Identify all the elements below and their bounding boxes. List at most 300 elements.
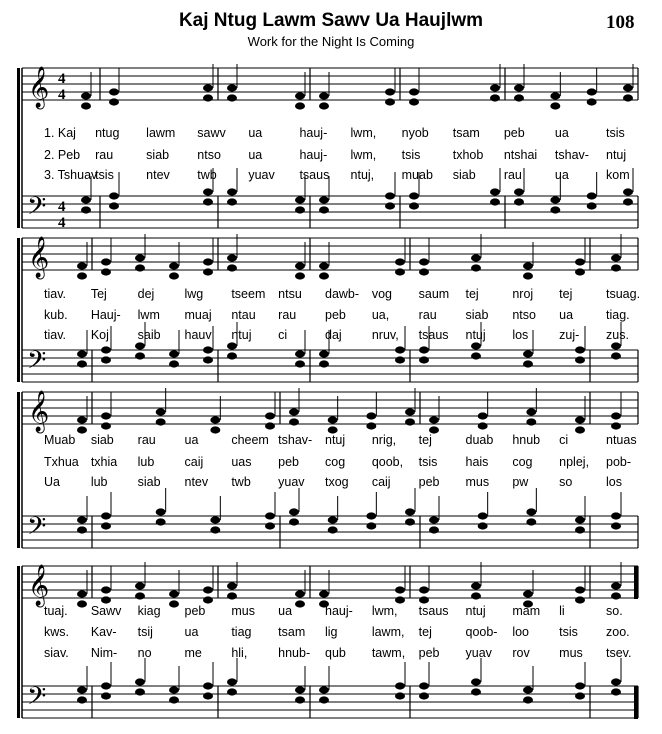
note-head bbox=[295, 196, 305, 203]
lyric-syllable: ua, bbox=[371, 308, 390, 322]
lyric-syllable: ntsu bbox=[278, 287, 302, 301]
lyric-syllable: ntso bbox=[512, 308, 536, 322]
note-head bbox=[514, 198, 524, 205]
note-head bbox=[575, 268, 585, 275]
note-head bbox=[135, 688, 145, 695]
note-head bbox=[514, 94, 524, 101]
note-head bbox=[135, 254, 145, 261]
lyric-syllable: Tej bbox=[90, 287, 107, 301]
lyric-syllable: hli, bbox=[231, 646, 248, 660]
lyric-syllable: tej bbox=[418, 433, 432, 447]
note-head bbox=[575, 596, 585, 603]
lyric-syllable: saib bbox=[137, 328, 161, 342]
lyric-syllable: so bbox=[559, 475, 573, 489]
lyric-syllable: ua bbox=[554, 126, 569, 140]
note-head bbox=[77, 272, 87, 279]
note-head bbox=[203, 188, 213, 195]
note-head bbox=[523, 262, 533, 269]
lyric-syllable: qoob, bbox=[371, 455, 404, 469]
note-head bbox=[478, 412, 488, 419]
lyric-syllable: lawm bbox=[146, 126, 176, 140]
note-head bbox=[395, 258, 405, 265]
note-head bbox=[227, 264, 237, 271]
lyric-syllable: rov bbox=[512, 646, 530, 660]
note-head bbox=[471, 582, 481, 589]
lyric-syllable: 2. Peb bbox=[44, 148, 81, 162]
lyric-syllable: lwg bbox=[184, 287, 204, 301]
note-head bbox=[156, 408, 166, 415]
lyric-syllable: hauj- bbox=[325, 604, 353, 618]
note-head bbox=[490, 84, 500, 91]
note-head bbox=[611, 352, 621, 359]
lyric-syllable: qub bbox=[325, 646, 346, 660]
note-head bbox=[575, 416, 585, 423]
note-head bbox=[471, 688, 481, 695]
note-head bbox=[395, 268, 405, 275]
treble-clef-icon: 𝄞 bbox=[28, 67, 50, 108]
lyric-syllable: nplej, bbox=[559, 455, 590, 469]
lyric-syllable: ntev bbox=[146, 168, 170, 182]
final-barline bbox=[634, 686, 638, 719]
note-head bbox=[526, 518, 536, 525]
lyric-syllable: peb bbox=[325, 308, 346, 322]
lyric-syllable: Hauj- bbox=[90, 308, 121, 322]
lyric-syllable: tsam bbox=[452, 126, 480, 140]
note-head bbox=[77, 696, 87, 703]
lyric-syllable: ntuj bbox=[231, 328, 252, 342]
lyric-syllable: ntuas bbox=[606, 433, 637, 447]
treble-clef-icon: 𝄞 bbox=[28, 565, 50, 606]
note-head bbox=[227, 592, 237, 599]
lyric-syllable: kub. bbox=[44, 308, 68, 322]
note-head bbox=[419, 692, 429, 699]
note-head bbox=[405, 508, 415, 515]
lyric-syllable: tej bbox=[418, 625, 432, 639]
note-head bbox=[471, 342, 481, 349]
note-head bbox=[366, 512, 376, 519]
note-head bbox=[611, 522, 621, 529]
note-head bbox=[295, 92, 305, 99]
note-head bbox=[395, 682, 405, 689]
note-head bbox=[319, 272, 329, 279]
lyric-syllable: ci bbox=[278, 328, 288, 342]
lyric-syllable: so. bbox=[606, 604, 623, 618]
lyric-syllable: rau bbox=[278, 308, 297, 322]
lyric-syllable: rau bbox=[137, 433, 156, 447]
lyric-syllable: lub bbox=[137, 455, 155, 469]
note-head bbox=[210, 516, 220, 523]
bass-clef-icon: 𝄢 bbox=[27, 682, 47, 717]
note-head bbox=[203, 356, 213, 363]
note-head bbox=[295, 360, 305, 367]
note-head bbox=[319, 262, 329, 269]
note-head bbox=[395, 356, 405, 363]
lyric-syllable: me bbox=[184, 646, 202, 660]
lyric-syllable: tsis bbox=[606, 126, 625, 140]
lyric-syllable: ntug bbox=[95, 126, 120, 140]
note-head bbox=[227, 198, 237, 205]
note-head bbox=[611, 512, 621, 519]
lyric-syllable: rau bbox=[503, 168, 522, 182]
note-head bbox=[575, 258, 585, 265]
lyric-syllable: Muab bbox=[44, 433, 76, 447]
system-bracket bbox=[17, 392, 20, 548]
note-head bbox=[227, 254, 237, 261]
note-head bbox=[203, 596, 213, 603]
note-head bbox=[77, 526, 87, 533]
lyric-syllable: tsev. bbox=[606, 646, 632, 660]
lyric-syllable: siab bbox=[452, 168, 476, 182]
note-head bbox=[550, 196, 560, 203]
lyric-syllable: rau bbox=[418, 308, 437, 322]
note-head bbox=[101, 412, 111, 419]
note-head bbox=[227, 688, 237, 695]
note-head bbox=[319, 196, 329, 203]
lyric-syllable: ua bbox=[248, 126, 263, 140]
note-head bbox=[409, 192, 419, 199]
note-head bbox=[203, 84, 213, 91]
note-head bbox=[478, 512, 488, 519]
note-head bbox=[265, 522, 275, 529]
lyric-syllable: cog bbox=[325, 455, 346, 469]
lyric-syllable: nroj bbox=[512, 287, 534, 301]
lyric-syllable: siab bbox=[90, 433, 114, 447]
note-head bbox=[203, 258, 213, 265]
lyric-syllable: daj bbox=[325, 328, 342, 342]
note-head bbox=[81, 206, 91, 213]
note-head bbox=[265, 412, 275, 419]
lyric-syllable: ci bbox=[559, 433, 569, 447]
note-head bbox=[611, 264, 621, 271]
note-head bbox=[523, 590, 533, 597]
note-head bbox=[203, 198, 213, 205]
note-head bbox=[523, 360, 533, 367]
note-head bbox=[169, 272, 179, 279]
lyric-syllable: pob- bbox=[606, 455, 632, 469]
lyric-syllable: vog bbox=[371, 287, 392, 301]
note-head bbox=[409, 202, 419, 209]
lyric-syllable: hauv bbox=[184, 328, 212, 342]
note-head bbox=[490, 198, 500, 205]
lyric-syllable: lwm, bbox=[371, 604, 398, 618]
note-head bbox=[419, 586, 429, 593]
lyric-syllable: no bbox=[137, 646, 152, 660]
note-head bbox=[623, 94, 633, 101]
note-head bbox=[385, 88, 395, 95]
lyric-syllable: caij bbox=[184, 455, 204, 469]
lyric-syllable: lwm, bbox=[350, 126, 377, 140]
note-head bbox=[471, 352, 481, 359]
lyric-syllable: tawm, bbox=[371, 646, 406, 660]
lyric-syllable: lub bbox=[90, 475, 108, 489]
lyric-syllable: loo bbox=[512, 625, 530, 639]
note-head bbox=[227, 188, 237, 195]
lyric-syllable: kom bbox=[606, 168, 630, 182]
note-head bbox=[419, 346, 429, 353]
note-head bbox=[575, 682, 585, 689]
lyric-syllable: ua bbox=[554, 168, 569, 182]
system-bracket bbox=[17, 566, 20, 718]
note-head bbox=[319, 350, 329, 357]
lyric-syllable: tej bbox=[465, 287, 479, 301]
note-head bbox=[385, 202, 395, 209]
note-head bbox=[81, 196, 91, 203]
lyric-syllable: tej bbox=[559, 287, 573, 301]
note-head bbox=[319, 696, 329, 703]
note-head bbox=[550, 206, 560, 213]
note-head bbox=[405, 418, 415, 425]
note-head bbox=[227, 94, 237, 101]
lyric-syllable: mus bbox=[231, 604, 255, 618]
note-head bbox=[203, 692, 213, 699]
lyric-syllable: hauj- bbox=[299, 148, 328, 162]
lyric-syllable: ntuj bbox=[606, 148, 627, 162]
lyric-syllable: yuav bbox=[248, 168, 275, 182]
lyric-syllable: zoo. bbox=[606, 625, 630, 639]
lyric-syllable: twb bbox=[197, 168, 217, 182]
note-head bbox=[169, 696, 179, 703]
lyric-syllable: Sawv bbox=[90, 604, 122, 618]
note-head bbox=[319, 102, 329, 109]
note-head bbox=[419, 258, 429, 265]
note-head bbox=[319, 360, 329, 367]
note-head bbox=[101, 512, 111, 519]
lyric-syllable: uas bbox=[231, 455, 252, 469]
note-head bbox=[471, 678, 481, 685]
note-head bbox=[81, 92, 91, 99]
note-head bbox=[227, 84, 237, 91]
note-head bbox=[295, 262, 305, 269]
lyric-syllable: ntev bbox=[184, 475, 209, 489]
lyric-syllable: ntau bbox=[231, 308, 256, 322]
lyric-syllable: ua bbox=[184, 433, 199, 447]
note-head bbox=[203, 682, 213, 689]
note-head bbox=[265, 512, 275, 519]
lyric-syllable: Ua bbox=[44, 475, 60, 489]
note-head bbox=[366, 522, 376, 529]
note-head bbox=[419, 596, 429, 603]
lyric-syllable: tiav. bbox=[44, 328, 66, 342]
bass-clef-icon: 𝄢 bbox=[27, 512, 47, 547]
note-head bbox=[526, 408, 536, 415]
lyric-syllable: nrig, bbox=[371, 433, 397, 447]
lyric-syllable: tseem bbox=[231, 287, 266, 301]
lyric-syllable: ua bbox=[248, 148, 263, 162]
note-head bbox=[101, 522, 111, 529]
note-head bbox=[77, 416, 87, 423]
note-head bbox=[289, 508, 299, 515]
lyric-syllable: Kav- bbox=[90, 625, 117, 639]
note-head bbox=[81, 102, 91, 109]
note-head bbox=[77, 590, 87, 597]
note-head bbox=[109, 192, 119, 199]
bass-clef-icon: 𝄢 bbox=[27, 346, 47, 381]
treble-clef-icon: 𝄞 bbox=[28, 237, 50, 278]
note-head bbox=[478, 522, 488, 529]
note-head bbox=[523, 350, 533, 357]
lyric-syllable: ua bbox=[559, 308, 574, 322]
note-head bbox=[587, 98, 597, 105]
lyric-syllable: los bbox=[512, 328, 529, 342]
lyric-syllable: tiav. bbox=[44, 287, 66, 301]
lyric-syllable: peb bbox=[418, 475, 440, 489]
lyric-syllable: tsis bbox=[401, 148, 421, 162]
lyric-syllable: saum bbox=[418, 287, 450, 301]
note-head bbox=[490, 94, 500, 101]
note-head bbox=[611, 342, 621, 349]
hymn-title: Kaj Ntug Lawm Sawv Ua Haujlwm bbox=[178, 10, 484, 31]
lyric-syllable: ntshai bbox=[503, 148, 538, 162]
note-head bbox=[169, 590, 179, 597]
note-head bbox=[101, 586, 111, 593]
lyric-syllable: sawv bbox=[197, 126, 226, 140]
note-head bbox=[289, 408, 299, 415]
lyric-syllable: tsis bbox=[418, 455, 438, 469]
note-head bbox=[135, 678, 145, 685]
note-head bbox=[203, 94, 213, 101]
note-head bbox=[471, 254, 481, 261]
note-head bbox=[514, 188, 524, 195]
note-head bbox=[227, 342, 237, 349]
treble-clef-icon: 𝄞 bbox=[28, 391, 50, 432]
lyric-syllable: txhia bbox=[90, 455, 118, 469]
note-head bbox=[169, 350, 179, 357]
note-head bbox=[523, 272, 533, 279]
note-head bbox=[575, 586, 585, 593]
lyric-syllable: tsij bbox=[137, 625, 153, 639]
note-head bbox=[156, 418, 166, 425]
lyric-syllable: muab bbox=[401, 168, 433, 182]
note-head bbox=[295, 590, 305, 597]
note-head bbox=[478, 422, 488, 429]
lyric-syllable: siab bbox=[146, 148, 170, 162]
note-head bbox=[169, 600, 179, 607]
note-head bbox=[227, 678, 237, 685]
note-head bbox=[385, 98, 395, 105]
lyric-syllable: los bbox=[606, 475, 622, 489]
lyric-syllable: tsuag. bbox=[606, 287, 641, 301]
lyric-syllable: tiag bbox=[231, 625, 252, 639]
lyric-syllable: tsam bbox=[278, 625, 306, 639]
lyric-syllable: ntso bbox=[197, 148, 221, 162]
note-head bbox=[77, 360, 87, 367]
lyric-syllable: ua bbox=[184, 625, 199, 639]
note-head bbox=[109, 88, 119, 95]
lyric-syllable: caij bbox=[371, 475, 391, 489]
note-head bbox=[405, 518, 415, 525]
note-head bbox=[295, 350, 305, 357]
note-head bbox=[395, 596, 405, 603]
note-head bbox=[328, 526, 338, 533]
note-head bbox=[295, 696, 305, 703]
lyric-syllable: duab bbox=[465, 433, 494, 447]
note-head bbox=[395, 692, 405, 699]
note-head bbox=[611, 254, 621, 261]
lyric-syllable: peb bbox=[278, 455, 300, 469]
hymn-number: 108 bbox=[606, 12, 635, 33]
note-head bbox=[575, 356, 585, 363]
note-head bbox=[295, 206, 305, 213]
note-head bbox=[109, 202, 119, 209]
lyric-syllable: zuj- bbox=[559, 328, 580, 342]
lyric-syllable: nruv, bbox=[371, 328, 399, 342]
lyric-syllable: zus. bbox=[606, 328, 629, 342]
lyric-syllable: peb bbox=[184, 604, 206, 618]
lyric-syllable: ntuj, bbox=[350, 168, 375, 182]
lyric-syllable: tshav- bbox=[278, 433, 313, 447]
lyric-syllable: lawm, bbox=[371, 625, 405, 639]
note-head bbox=[385, 192, 395, 199]
note-head bbox=[419, 268, 429, 275]
note-head bbox=[101, 422, 111, 429]
note-head bbox=[429, 516, 439, 523]
time-signature-top: 4 bbox=[58, 199, 66, 215]
time-signature-bottom: 4 bbox=[58, 215, 66, 231]
lyric-syllable: hnub bbox=[512, 433, 541, 447]
note-head bbox=[77, 600, 87, 607]
lyric-syllable: Koj bbox=[90, 328, 109, 342]
note-head bbox=[623, 188, 633, 195]
lyric-syllable: yuav bbox=[278, 475, 305, 489]
note-head bbox=[514, 84, 524, 91]
note-head bbox=[101, 346, 111, 353]
note-head bbox=[203, 586, 213, 593]
note-head bbox=[101, 596, 111, 603]
note-head bbox=[77, 262, 87, 269]
bass-clef-icon: 𝄢 bbox=[27, 192, 47, 227]
note-head bbox=[101, 258, 111, 265]
note-head bbox=[611, 422, 621, 429]
lyric-syllable: twb bbox=[231, 475, 251, 489]
note-head bbox=[101, 692, 111, 699]
lyric-syllable: siav. bbox=[44, 646, 69, 660]
note-head bbox=[419, 356, 429, 363]
note-head bbox=[77, 516, 87, 523]
note-head bbox=[295, 272, 305, 279]
note-head bbox=[210, 426, 220, 433]
note-head bbox=[289, 418, 299, 425]
note-head bbox=[575, 346, 585, 353]
note-head bbox=[156, 518, 166, 525]
note-head bbox=[227, 352, 237, 359]
note-head bbox=[405, 408, 415, 415]
lyric-syllable: 1. Kaj bbox=[44, 126, 76, 140]
note-head bbox=[575, 526, 585, 533]
note-head bbox=[587, 192, 597, 199]
lyric-syllable: ntuj bbox=[325, 433, 346, 447]
note-head bbox=[623, 198, 633, 205]
note-head bbox=[550, 102, 560, 109]
note-head bbox=[550, 92, 560, 99]
note-head bbox=[295, 600, 305, 607]
note-head bbox=[587, 88, 597, 95]
lyric-syllable: ua bbox=[278, 604, 293, 618]
lyric-syllable: tsaus bbox=[418, 604, 449, 618]
lyric-syllable: hais bbox=[465, 455, 489, 469]
lyric-syllable: peb bbox=[503, 126, 525, 140]
note-head bbox=[319, 206, 329, 213]
note-head bbox=[289, 518, 299, 525]
time-signature-top: 4 bbox=[58, 71, 66, 87]
note-head bbox=[319, 590, 329, 597]
note-head bbox=[419, 682, 429, 689]
note-head bbox=[611, 412, 621, 419]
lyric-syllable: kiag bbox=[137, 604, 161, 618]
lyric-syllable: kws. bbox=[44, 625, 69, 639]
lyric-syllable: ntuj bbox=[465, 328, 486, 342]
note-head bbox=[523, 696, 533, 703]
note-head bbox=[526, 418, 536, 425]
